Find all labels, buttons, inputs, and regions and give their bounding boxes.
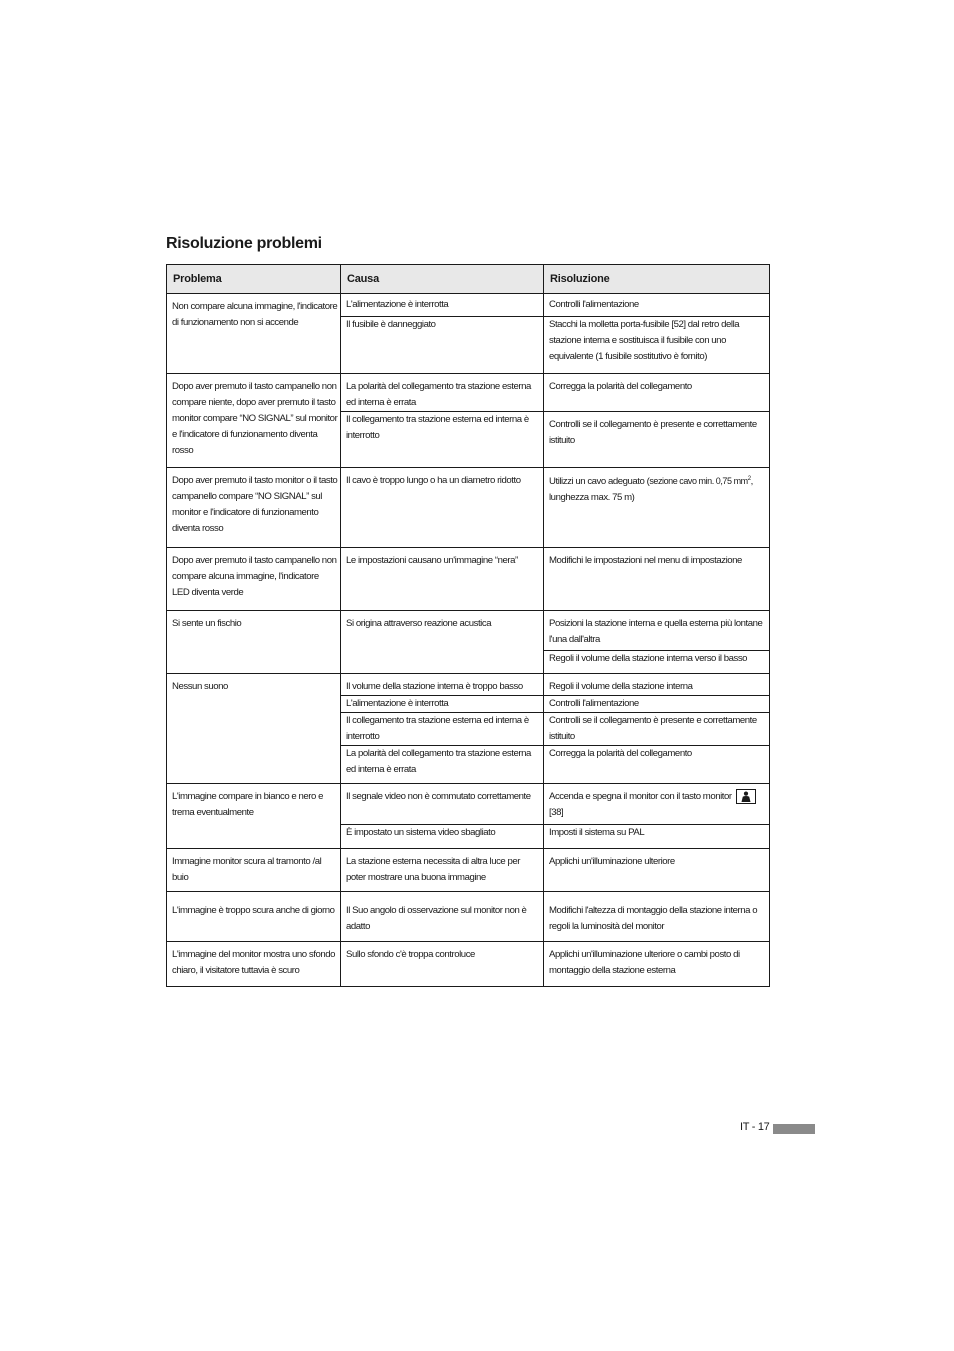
cause-cell: Il collegamento tra stazione esterna ed interna è interrotto	[341, 713, 544, 746]
solution-cell: Controlli se il collegamento è presente e correttamente istituito	[544, 713, 770, 746]
solution-cell	[544, 784, 770, 825]
cause-cell: Si origina attraverso reazione acustica	[341, 611, 544, 674]
cause-cell: La polarità del collegamento tra stazione esterna ed interna è errata	[341, 374, 544, 412]
solution-cell: Imposti il sistema su PAL	[544, 825, 770, 849]
solution-cell: Controlli l'alimentazione	[544, 696, 770, 713]
problem-cell: Dopo aver premuto il tasto campanello non compare alcuna immagine, l'indicatore LED diventa verde	[167, 548, 341, 611]
cause-cell: Il segnale video non è commutato correttamente	[341, 784, 544, 825]
cause-cell: Sullo sfondo c'è troppa controluce	[341, 942, 544, 987]
cause-cell: La stazione esterna necessita di altra luce per poter mostrare una buona immagine	[341, 849, 544, 892]
table-row	[167, 374, 770, 412]
solution-cell: Modifichi l'altezza di montaggio della stazione interna o regoli la luminosità del monitor	[544, 892, 770, 942]
solution-cell: Controlli se il collegamento è presente e correttamente istituito	[544, 412, 770, 468]
cause-cell: Le impostazioni causano un'immagine “nera”	[341, 548, 544, 611]
problem-cell: Non compare alcuna immagine, l'indicatore di funzionamento non si accende	[167, 294, 341, 374]
page-marker-bar	[773, 1124, 815, 1134]
table-row	[167, 548, 770, 611]
solution-cell: Posizioni la stazione interna e quella esterna più lontane l'una dall'altra	[544, 611, 770, 651]
problem-cell: Nessun suono	[167, 674, 341, 784]
table-row	[167, 294, 770, 317]
table-header-row	[167, 265, 770, 294]
troubleshooting-table	[166, 264, 770, 987]
problem-cell: Immagine monitor scura al tramonto /al buio	[167, 849, 341, 892]
problem-cell: L'immagine compare in bianco e nero e trema eventualmente	[167, 784, 341, 849]
solution-cell: Regoli il volume della stazione interna verso il basso	[544, 651, 770, 674]
solution-cell	[544, 468, 770, 548]
solution-text: Utilizzi un cavo adeguato (	[549, 476, 650, 487]
solution-cell: Corregga la polarità del collegamento	[544, 374, 770, 412]
cause-cell: Il cavo è troppo lungo o ha un diametro ridotto	[341, 468, 544, 548]
solution-cell: Regoli il volume della stazione interna	[544, 674, 770, 696]
superscript: 2	[747, 475, 751, 482]
table-row	[167, 611, 770, 651]
page-number: IT - 17	[740, 1121, 770, 1133]
solution-cell: Applichi un'illuminazione ulteriore	[544, 849, 770, 892]
solution-cell: Controlli l'alimentazione	[544, 294, 770, 317]
solution-text: , lunghezza max. 75 m)	[549, 476, 753, 503]
solution-text: Accenda e spegna il monitor con il tasto monitor	[549, 791, 732, 803]
cause-cell: Il collegamento tra stazione esterna ed interna è interrotto	[341, 412, 544, 468]
monitor-key-icon	[736, 789, 756, 804]
problem-cell: L'immagine del monitor mostra uno sfondo chiaro, il visitatore tuttavia è scuro	[167, 942, 341, 987]
table-row	[167, 942, 770, 987]
page-title: Risoluzione problemi	[166, 235, 322, 252]
header-causa: Causa	[341, 265, 544, 294]
cause-cell: Il volume della stazione interna è troppo basso	[341, 674, 544, 696]
cause-cell: È impostato un sistema video sbagliato	[341, 825, 544, 849]
problem-cell: Dopo aver premuto il tasto campanello non compare niente, dopo aver premuto il tasto monitor compare “NO SIGNAL” sul monitor e l'indicatore di funzionamento diventa rosso	[167, 374, 341, 468]
solution-cell: Corregga la polarità del collegamento	[544, 746, 770, 784]
problem-cell: L'immagine è troppo scura anche di giorno	[167, 892, 341, 942]
solution-text-small: sezione cavo min. 0,75 mm	[649, 476, 748, 486]
cause-cell: Il Suo angolo di osservazione sul monitor non è adatto	[341, 892, 544, 942]
table-row	[167, 892, 770, 942]
cause-cell: L'alimentazione è interrotta	[341, 294, 544, 317]
header-risoluzione: Risoluzione	[544, 265, 770, 294]
table-row	[167, 674, 770, 696]
cause-cell: Il fusibile è danneggiato	[341, 317, 544, 374]
solution-text: [38]	[549, 807, 564, 819]
solution-cell: Stacchi la molletta porta-fusibile [52] dal retro della stazione interna e sostituisca il fusibile con uno equivalente (1 fusibile sostitutivo è fornito)	[544, 317, 770, 374]
solution-cell: Applichi un'illuminazione ulteriore o cambi posto di montaggio della stazione esterna	[544, 942, 770, 987]
solution-cell: Modifichi le impostazioni nel menu di impostazione	[544, 548, 770, 611]
table-row	[167, 468, 770, 548]
table-row	[167, 849, 770, 892]
header-problema: Problema	[167, 265, 341, 294]
cause-cell: La polarità del collegamento tra stazione esterna ed interna è errata	[341, 746, 544, 784]
cause-cell: L'alimentazione è interrotta	[341, 696, 544, 713]
problem-cell: Dopo aver premuto il tasto monitor o il tasto campanello compare “NO SIGNAL” sul monitor e l'indicatore di funzionamento diventa rosso	[167, 468, 341, 548]
problem-cell: Si sente un fischio	[167, 611, 341, 674]
table-row	[167, 784, 770, 825]
